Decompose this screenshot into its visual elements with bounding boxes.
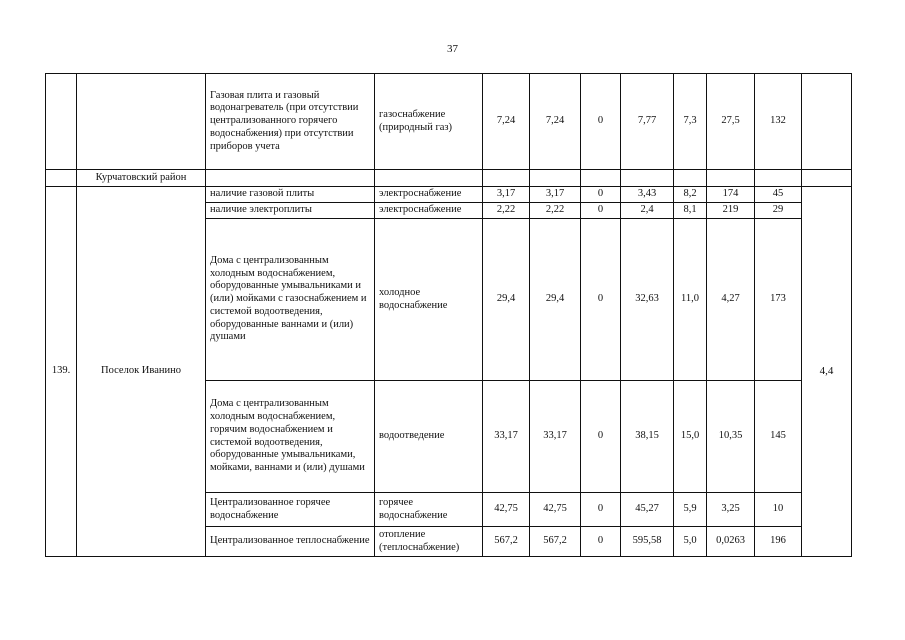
value-cell: 3,25 [707, 493, 755, 527]
empty-cell [581, 170, 621, 187]
value-cell: 10,35 [707, 381, 755, 493]
value-cell: 45 [755, 187, 802, 203]
service-cell: газоснабжение (природный газ) [375, 74, 483, 170]
empty-cell [206, 170, 375, 187]
value-cell: 132 [755, 74, 802, 170]
value-cell: 595,58 [621, 527, 674, 557]
territory-cell [77, 74, 206, 170]
value-cell: 33,17 [483, 381, 530, 493]
value-cell: 0,0263 [707, 527, 755, 557]
norm-cell [802, 74, 852, 170]
value-cell: 45,27 [621, 493, 674, 527]
value-cell: 15,0 [674, 381, 707, 493]
service-cell: водоотведение [375, 381, 483, 493]
settlement-name: Поселок Иванино [77, 187, 206, 557]
value-cell: 29,4 [483, 219, 530, 381]
value-cell: 5,9 [674, 493, 707, 527]
value-cell: 0 [581, 219, 621, 381]
value-cell: 5,0 [674, 527, 707, 557]
value-cell: 7,3 [674, 74, 707, 170]
table-row [46, 187, 852, 203]
value-cell: 0 [581, 187, 621, 203]
value-cell: 7,24 [530, 74, 581, 170]
value-cell: 0 [581, 493, 621, 527]
value-cell: 219 [707, 203, 755, 219]
description-cell: Централизованное горячее водоснабжение [206, 493, 375, 527]
value-cell: 196 [755, 527, 802, 557]
value-cell: 38,15 [621, 381, 674, 493]
value-cell: 11,0 [674, 219, 707, 381]
page-number: 37 [447, 43, 458, 55]
district-row [46, 170, 852, 187]
value-cell: 27,5 [707, 74, 755, 170]
value-cell: 8,2 [674, 187, 707, 203]
value-cell: 42,75 [530, 493, 581, 527]
settlement-number: 139. [46, 187, 77, 557]
value-cell: 29,4 [530, 219, 581, 381]
empty-cell [802, 170, 852, 187]
value-cell: 8,1 [674, 203, 707, 219]
value-cell: 567,2 [530, 527, 581, 557]
description-cell: наличие газовой плиты [206, 187, 375, 203]
description-cell: наличие электроплиты [206, 203, 375, 219]
description-cell: Дома с централизованным холодным водоснабжением, оборудованные умывальниками и (или) мойками с газоснабжением и системой водоотведения, оборудованные ваннами и (или) душами [206, 219, 375, 381]
district-name: Курчатовский район [77, 170, 206, 187]
value-cell: 42,75 [483, 493, 530, 527]
empty-cell [530, 170, 581, 187]
value-cell: 0 [581, 203, 621, 219]
value-cell: 29 [755, 203, 802, 219]
norm-cell: 4,4 [802, 187, 852, 557]
tariff-table [45, 73, 852, 557]
value-cell: 2,22 [530, 203, 581, 219]
value-cell: 567,2 [483, 527, 530, 557]
description-cell: Дома с централизованным холодным водоснабжением, горячим водоснабжением и системой водоотведения, оборудованные умывальниками, мойками, ваннами и (или) душами [206, 381, 375, 493]
value-cell: 173 [755, 219, 802, 381]
service-cell: отопление (теплоснабжение) [375, 527, 483, 557]
value-cell: 0 [581, 74, 621, 170]
value-cell: 0 [581, 527, 621, 557]
service-cell: электроснабжение [375, 187, 483, 203]
value-cell: 4,27 [707, 219, 755, 381]
empty-cell [755, 170, 802, 187]
empty-cell [707, 170, 755, 187]
value-cell: 33,17 [530, 381, 581, 493]
value-cell: 2,22 [483, 203, 530, 219]
service-cell: холодное водоснабжение [375, 219, 483, 381]
description-cell: Газовая плита и газовый водонагреватель (при отсутствии централизованного горячего водоснабжения) при отсутствии приборов учета [206, 74, 375, 170]
value-cell: 174 [707, 187, 755, 203]
value-cell: 2,4 [621, 203, 674, 219]
row-number-cell [46, 170, 77, 187]
value-cell: 0 [581, 381, 621, 493]
service-cell: электроснабжение [375, 203, 483, 219]
value-cell: 32,63 [621, 219, 674, 381]
empty-cell [375, 170, 483, 187]
value-cell: 3,43 [621, 187, 674, 203]
value-cell: 145 [755, 381, 802, 493]
value-cell: 7,77 [621, 74, 674, 170]
service-cell: горячее водоснабжение [375, 493, 483, 527]
value-cell: 7,24 [483, 74, 530, 170]
row-number-cell [46, 74, 77, 170]
empty-cell [674, 170, 707, 187]
empty-cell [483, 170, 530, 187]
empty-cell [621, 170, 674, 187]
value-cell: 3,17 [530, 187, 581, 203]
description-cell: Централизованное теплоснабжение [206, 527, 375, 557]
value-cell: 3,17 [483, 187, 530, 203]
table-row [46, 74, 852, 170]
value-cell: 10 [755, 493, 802, 527]
